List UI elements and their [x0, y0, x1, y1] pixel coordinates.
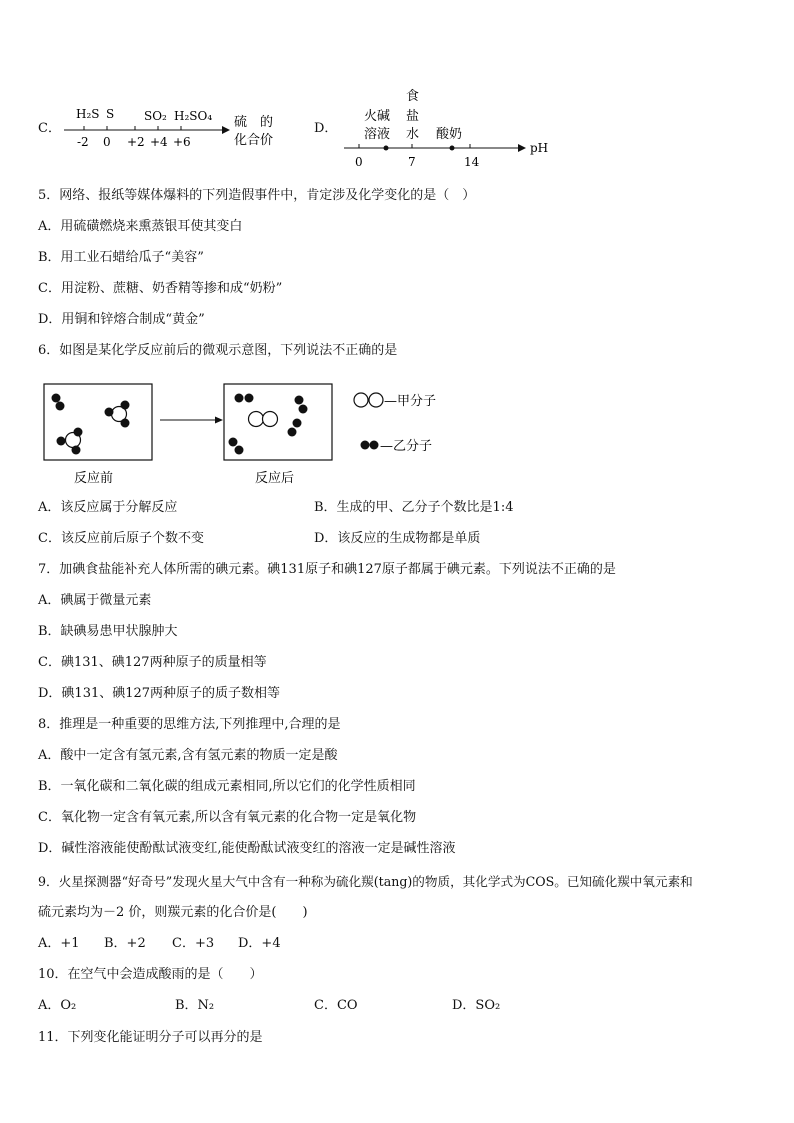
ph-14: 14 [464, 155, 480, 169]
q4-option-c-label: C． [38, 121, 61, 136]
q7-option-b: B．缺碘易患甲状腺肿大 [38, 624, 178, 639]
value-plus4: +4 [150, 135, 168, 149]
label-suannai: 酸奶 [436, 127, 463, 142]
ph-0: 0 [355, 155, 363, 169]
q5-stem: 5．网络、报纸等媒体爆料的下列造假事件中，肯定涉及化学变化的是（ ） [38, 188, 476, 203]
legend-jia: —甲分子 [384, 394, 437, 409]
legend-yi-icon [361, 441, 370, 450]
q8-option-a: A．酸中一定含有氢元素,含有氢元素的物质一定是酸 [38, 748, 338, 763]
label-shi: 食 [406, 89, 420, 104]
q5-option-a: A．用硫磺燃烧来熏蒸银耳使其变白 [38, 219, 243, 234]
q4-option-d-label: D． [314, 121, 338, 136]
q5-option-b: B．用工业石蜡给瓜子“美容” [38, 250, 204, 265]
caption-line2: 化合价 [234, 133, 274, 148]
label-huojian: 火碱 [364, 109, 391, 124]
q10-stem: 10．在空气中会造成酸雨的是（ ） [38, 967, 263, 982]
q9-option-b: B．+2 [104, 936, 146, 951]
q4-option-d-ph-scale [340, 86, 560, 172]
species-s: S [106, 107, 115, 121]
label-yan: 盐 [406, 109, 420, 124]
before-label: 反应前 [74, 471, 114, 486]
legend-jia-icon [354, 393, 368, 407]
value-plus6: +6 [173, 135, 191, 149]
label-rongye: 溶液 [364, 127, 391, 142]
q9-option-c: C．+3 [172, 936, 215, 951]
q11-stem: 11．下列变化能证明分子可以再分的是 [38, 1030, 263, 1045]
q5-option-d: D．用铜和锌熔合制成“黄金” [38, 312, 205, 327]
q10-option-d: D．SO₂ [452, 998, 501, 1013]
q6-stem: 6．如图是某化学反应前后的微观示意图，下列说法不正确的是 [38, 343, 398, 358]
q6-option-d: D．该反应的生成物都是单质 [314, 531, 481, 546]
value-0: 0 [103, 135, 111, 149]
value-plus2: +2 [127, 135, 145, 149]
q9-stem-line1: 9．火星探测器“好奇号”发现火星大气中含有一种称为硫化羰(tang)的物质，其化学式为COS。已知硫化羰中氧元素和 [38, 874, 693, 889]
species-so2: SO₂ [144, 109, 167, 123]
before-box [44, 384, 152, 460]
q4-option-c-number-line [62, 100, 292, 152]
q9-stem-line2: 硫元素均为－2 价，则羰元素的化合价是( ) [38, 905, 308, 920]
after-label: 反应后 [255, 471, 295, 486]
q8-stem: 8．推理是一种重要的思维方法,下列推理中,合理的是 [38, 717, 341, 732]
q5-option-c: C．用淀粉、蔗糖、奶香精等掺和成“奶粉” [38, 281, 283, 296]
q6-option-c: C．该反应前后原子个数不变 [38, 531, 204, 546]
legend-yi: —乙分子 [380, 439, 433, 454]
caption-line1: 硫 的 [234, 115, 274, 130]
q6-option-b: B．生成的甲、乙分子个数比是1:4 [314, 500, 514, 515]
q8-option-c: C．氧化物一定含有氧元素,所以含有氧元素的化合物一定是氧化物 [38, 810, 417, 825]
ph-axis-label: pH [530, 141, 549, 155]
label-shui: 水 [406, 127, 420, 142]
q10-option-b: B．N₂ [175, 998, 215, 1013]
q7-option-c: C．碘131、碘127两种原子的质量相等 [38, 655, 267, 670]
q10-option-a: A．O₂ [38, 998, 77, 1013]
q10-option-c: C．CO [314, 998, 358, 1013]
q8-option-d: D．碱性溶液能使酚酞试液变红,能使酚酞试液变红的溶液一定是碱性溶液 [38, 841, 456, 856]
q8-option-b: B．一氧化碳和二氧化碳的组成元素相同,所以它们的化学性质相同 [38, 779, 416, 794]
q6-option-a: A．该反应属于分解反应 [38, 500, 178, 515]
q7-option-d: D．碘131、碘127两种原子的质子数相等 [38, 686, 281, 701]
ph-7: 7 [408, 155, 416, 169]
q7-option-a: A．碘属于微量元素 [38, 593, 152, 608]
species-h2s: H₂S [76, 107, 100, 121]
value-neg2: -2 [77, 135, 89, 149]
q9-option-a: A．+1 [38, 936, 80, 951]
q9-option-d: D．+4 [238, 936, 281, 951]
species-h2so4: H₂SO₄ [174, 109, 213, 123]
q6-reaction-diagram [40, 378, 470, 486]
q7-stem: 7．加碘食盐能补充人体所需的碘元素。碘131原子和碘127原子都属于碘元素。下列说法不正确的是 [38, 562, 616, 577]
